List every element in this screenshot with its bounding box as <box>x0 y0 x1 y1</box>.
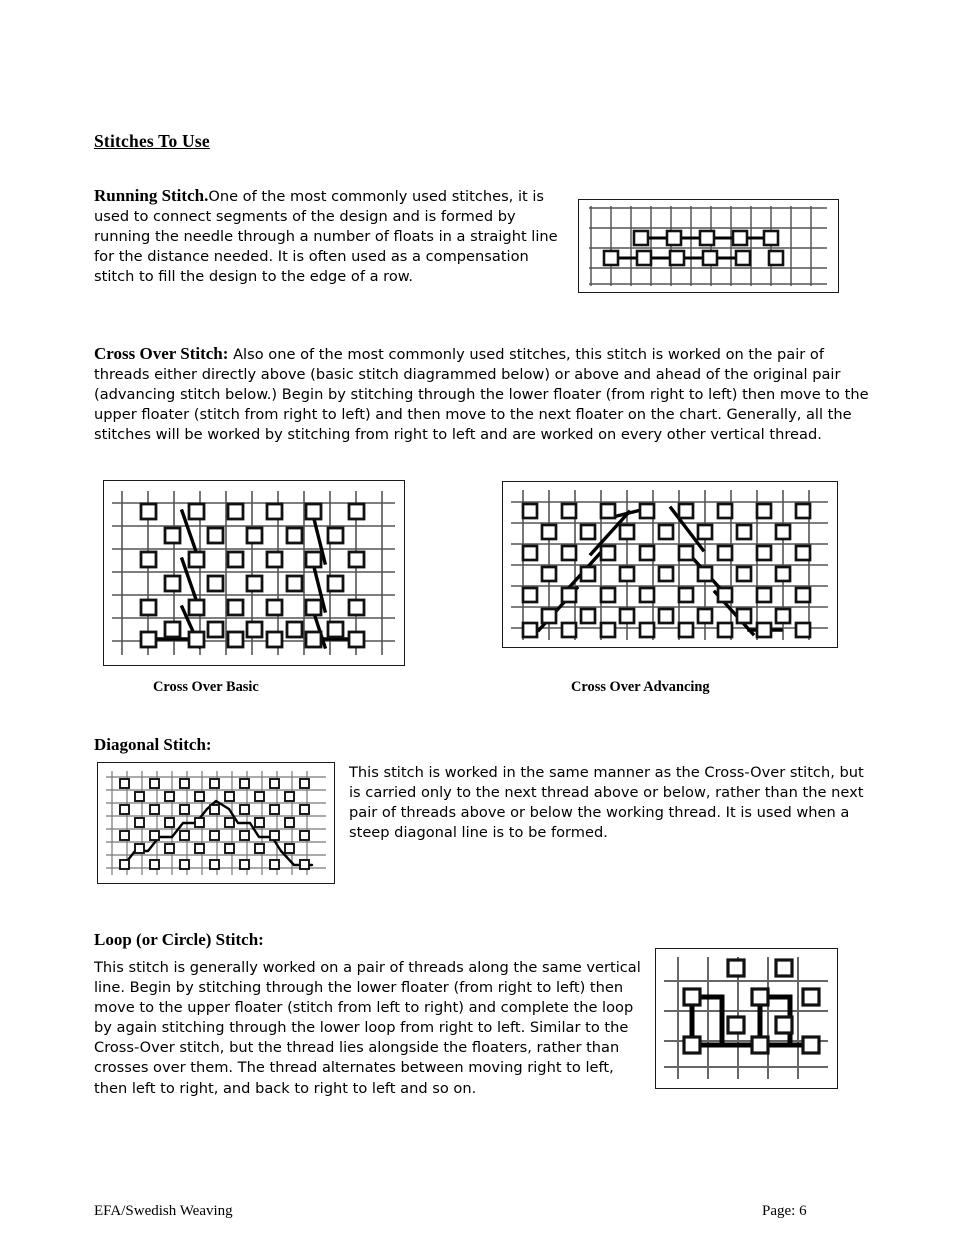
cross-over-stitch-paragraph <box>94 344 870 445</box>
cross-over-advancing-svg <box>503 482 836 646</box>
footer-right: Page: 6 <box>762 1203 807 1219</box>
diagonal-stitch-paragraph: This stitch is worked in the same manner as the Cross-Over stitch, but is carried only to the next thread above or below, rather than the next pair of threads above or below the working thread. It is used when a steep diagonal line is to be formed. <box>349 764 864 842</box>
cross-over-stitch-body: Also one of the most commonly used stitches, this stitch is worked on the pair of threads either directly above (basic stitch diagrammed below) or above and ahead of the original pair (advancing stitch below.) Begin by stitching through the lower floater (from right to left) then move to the upper floater (stitch from right to left) and then move to the next floater on the chart. Generally, all the stitches will be worked by stitching from right to left and are worked on every other vertical thread. <box>94 346 869 444</box>
footer-left: EFA/Swedish Weaving <box>94 1203 233 1219</box>
grid-lines <box>664 957 828 1079</box>
running-stitch-svg <box>579 200 837 291</box>
float-squares <box>523 504 810 637</box>
running-stitch-body: One of the most commonly used stitches, it is used to connect segments of the design and is formed by running the needle through a number of floats in a straight line for the distance needed. It is often used as a compensation stitch to fill the design to the edge of a row. <box>94 188 558 286</box>
cross-over-basic-caption: Cross Over Basic <box>153 679 259 695</box>
cross-over-advancing-chart <box>502 481 838 648</box>
loop-stitch-heading: Loop (or Circle) Stitch: <box>94 930 264 949</box>
loop-stitch-paragraph: This stitch is generally worked on a pair of threads along the same vertical line. Begin by stitching through the lower floater (from right to left) then move to the upper floater (stitch from left to right) and complete the loop by again stitching through the lower loop from right to left. Similar to the Cross-Over stitch, but the thread lies alongside the floaters, rather than crosses over them. The thread alternates between moving right to left, then left to right, and back to right to left and so on. <box>94 959 641 1097</box>
cross-over-stitch-lead: Cross Over Stitch: <box>94 344 229 363</box>
cross-over-basic-svg <box>104 481 403 664</box>
loop-stitch-chart <box>655 948 838 1089</box>
page-title: Stitches To Use <box>94 131 210 151</box>
running-stitch-paragraph <box>94 186 569 287</box>
diagonal-stitch-chart <box>97 762 335 884</box>
cross-over-basic-chart <box>103 480 405 666</box>
running-stitch-chart <box>578 199 839 293</box>
diagonal-stitch-heading: Diagonal Stitch: <box>94 735 212 754</box>
diagonal-stitch-svg <box>98 763 333 882</box>
cross-over-advancing-caption: Cross Over Advancing <box>571 679 710 695</box>
loop-stitch-svg <box>656 949 836 1087</box>
running-stitch-lead: Running Stitch. <box>94 186 209 205</box>
